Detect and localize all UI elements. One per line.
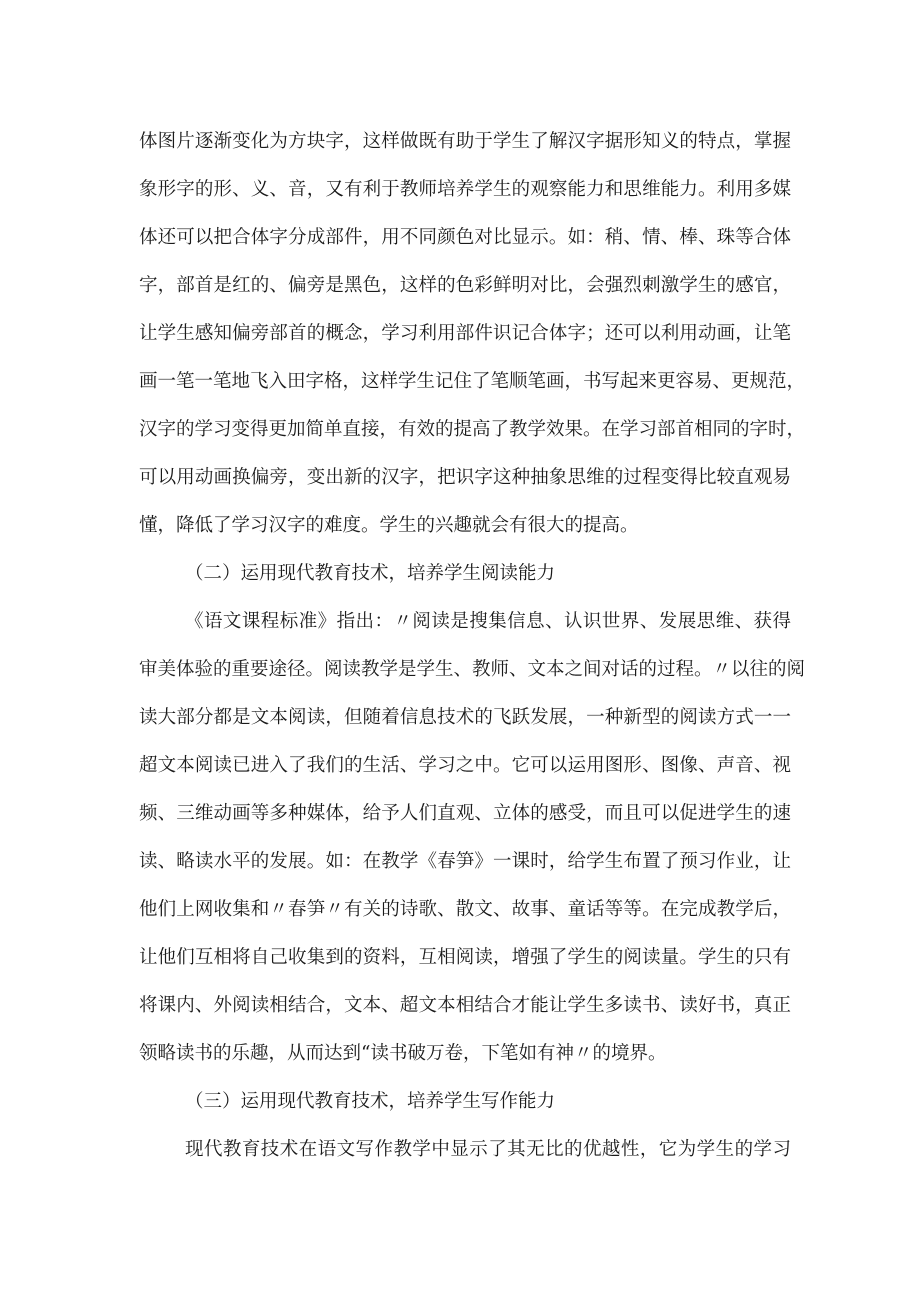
document-body (139, 118, 806, 1174)
text-line: 象形字的形、义、音，又有利于教师培养学生的观察能力和思维能力。利用多媒 (139, 179, 791, 200)
text-line: 审美体验的重要途径。阅读教学是学生、教师、文本之间对话的过程。〃以往的阅 (139, 659, 806, 680)
text-line: 可以用动画换偏旁，变出新的汉字，把识字这种抽象思维的过程变得比较直观易 (139, 467, 791, 488)
text-line: 现代教育技术在语文写作教学中显示了其无比的优越性，它为学生的学习 (185, 1139, 791, 1160)
text-line: 让学生感知偏旁部首的概念，学习利用部件识记合体字；还可以利用动画，让笔 (139, 323, 791, 344)
section-heading: （三）运用现代教育技术，培养学生写作能力 (185, 1091, 556, 1112)
text-line: 体图片逐渐变化为方块字，这样做既有助于学生了解汉字据形知义的特点，掌握 (139, 131, 791, 152)
text-line: 频、三维动画等多种媒体，给予人们直观、立体的感受，而且可以促进学生的速 (139, 803, 791, 824)
text-line: 读、略读水平的发展。如：在教学《春笋》一课时，给学生布置了预习作业，让 (139, 851, 791, 872)
text-line: 体还可以把合体字分成部件，用不同颜色对比显示。如：稍、情、棒、珠等合体 (139, 227, 791, 248)
text-line: 《语文课程标准》指出：〃阅读是搜集信息、认识世界、发展思维、获得 (185, 611, 791, 632)
text-line: 领略读书的乐趣，从而达到“读书破万卷，下笔如有神〃的境界。 (139, 1043, 667, 1064)
text-line: 懂，降低了学习汉字的难度。学生的兴趣就会有很大的提高。 (139, 515, 639, 536)
text-line: 读大部分都是文本阅读，但随着信息技术的飞跃发展，一种新型的阅读方式一一 (139, 707, 791, 728)
text-line: 他们上网收集和〃春笋〃有关的诗歌、散文、故事、童话等等。在完成教学后， (139, 899, 791, 920)
text-line: 画一笔一笔地飞入田字格，这样学生记住了笔顺笔画，书写起来更容易、更规范， (139, 371, 806, 392)
text-line: 字，部首是红的、偏旁是黑色，这样的色彩鲜明对比，会强烈刺激学生的感官， (139, 275, 791, 296)
text-line: 将课内、外阅读相结合，文本、超文本相结合才能让学生多读书、读好书，真正 (139, 995, 791, 1016)
section-heading: （二）运用现代教育技术，培养学生阅读能力 (185, 563, 556, 584)
text-line: 超文本阅读已进入了我们的生活、学习之中。它可以运用图形、图像、声音、视 (139, 755, 791, 776)
text-line: 汉字的学习变得更加简单直接，有效的提高了教学效果。在学习部首相同的字时， (139, 419, 806, 440)
text-line: 让他们互相将自己收集到的资料，互相阅读，增强了学生的阅读量。学生的只有 (139, 947, 791, 968)
